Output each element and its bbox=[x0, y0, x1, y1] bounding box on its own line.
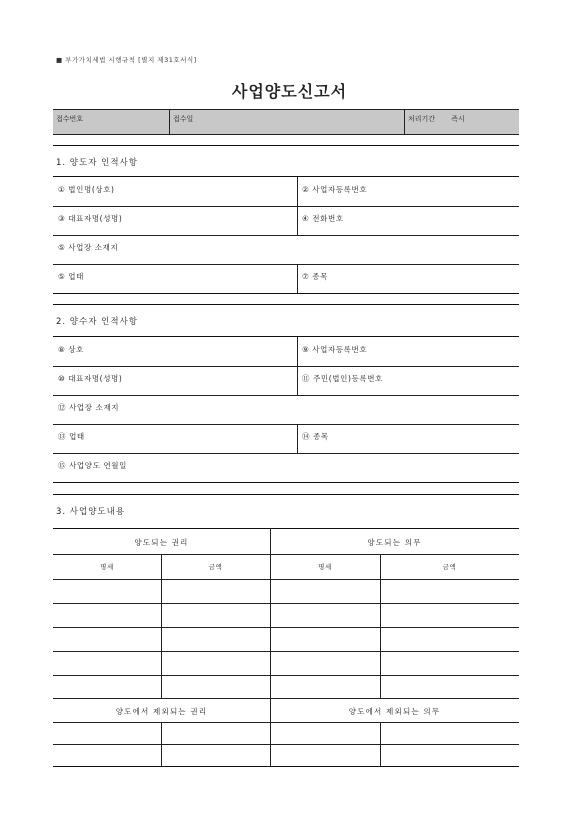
column-divider bbox=[297, 424, 298, 453]
field-business-type[interactable]: ⑤ 업태 bbox=[58, 272, 84, 281]
column-divider bbox=[297, 264, 298, 293]
row-divider bbox=[53, 579, 519, 580]
receipt-number-label: 접수번호 bbox=[56, 115, 84, 123]
column-divider bbox=[297, 337, 298, 366]
divider bbox=[53, 482, 519, 483]
table-row bbox=[53, 675, 519, 676]
processing-period-label: 처리기간 bbox=[408, 115, 436, 123]
header-rights-amount: 금액 bbox=[208, 563, 223, 571]
header-obligations-amount: 금액 bbox=[442, 563, 457, 571]
field-business-registration-number[interactable]: ② 사업자등록번호 bbox=[302, 185, 368, 194]
field-transferee-business-item[interactable]: ⑭ 종목 bbox=[302, 432, 329, 441]
divider bbox=[53, 304, 519, 305]
header-obligations-detail: 명세 bbox=[318, 563, 332, 571]
header-transferred-obligations: 양도되는 의무 bbox=[367, 538, 422, 547]
divider bbox=[53, 494, 519, 495]
field-business-item[interactable]: ⑦ 종목 bbox=[302, 272, 328, 281]
field-transferee-representative-name[interactable]: ⑩ 대표자명(성명) bbox=[58, 374, 123, 383]
field-representative-name[interactable]: ③ 대표자명(성명) bbox=[58, 214, 123, 223]
row-divider bbox=[53, 264, 519, 265]
section-heading-transferor: 1. 양도자 인적사항 bbox=[56, 158, 138, 168]
processing-period-value: 즉시 bbox=[451, 115, 465, 123]
row-divider bbox=[53, 722, 519, 723]
receipt-info-row bbox=[53, 109, 519, 135]
field-phone-number[interactable]: ④ 전화번호 bbox=[302, 214, 344, 223]
header-excluded-rights: 양도에서 제외되는 권리 bbox=[115, 707, 208, 716]
row-divider bbox=[53, 235, 519, 236]
divider bbox=[53, 176, 519, 177]
field-corporate-name[interactable]: ① 법인명(상호) bbox=[58, 185, 115, 194]
processing-period-cell bbox=[404, 110, 519, 134]
field-transferee-business-registration-number[interactable]: ⑨ 사업자등록번호 bbox=[302, 345, 368, 354]
page-title: 사업양도신고서 bbox=[231, 82, 348, 101]
field-business-address[interactable]: ⑤ 사업장 소재지 bbox=[58, 243, 119, 252]
form-reference-note: ■ 부가가치세법 시행규칙 [별지 제31호서식] bbox=[56, 56, 197, 64]
table-bottom-border bbox=[53, 766, 519, 767]
row-divider bbox=[53, 453, 519, 454]
row-divider bbox=[53, 206, 519, 207]
row-divider bbox=[53, 424, 519, 425]
header-excluded-obligations: 양도에서 제외되는 의무 bbox=[348, 707, 441, 716]
table-row bbox=[53, 744, 519, 745]
divider bbox=[53, 528, 519, 529]
column-divider bbox=[161, 554, 162, 698]
field-trade-name[interactable]: ⑧ 상호 bbox=[58, 345, 84, 354]
field-transfer-date[interactable]: ⑮ 사업양도 연월일 bbox=[58, 461, 127, 470]
divider bbox=[53, 336, 519, 337]
column-divider bbox=[297, 177, 298, 206]
header-rights-detail: 명세 bbox=[100, 563, 114, 571]
divider bbox=[53, 293, 519, 294]
divider bbox=[53, 145, 519, 146]
table-row bbox=[53, 698, 519, 699]
field-transferee-business-address[interactable]: ⑫ 사업장 소재지 bbox=[58, 403, 120, 412]
column-divider bbox=[297, 206, 298, 235]
column-divider bbox=[297, 366, 298, 395]
row-divider bbox=[53, 366, 519, 367]
section-heading-transferee: 2. 양수자 인적사항 bbox=[56, 317, 138, 327]
row-divider bbox=[53, 554, 519, 555]
row-divider bbox=[53, 395, 519, 396]
field-transferee-business-type[interactable]: ⑬ 업태 bbox=[58, 432, 85, 441]
section-heading-transfer-contents: 3. 사업양도내용 bbox=[56, 507, 126, 517]
receipt-date-label: 접수일 bbox=[169, 110, 404, 134]
column-divider bbox=[380, 554, 381, 698]
field-resident-registration-number[interactable]: ⑪ 주민(법인)등록번호 bbox=[302, 374, 383, 383]
table-row bbox=[53, 603, 519, 604]
table-row bbox=[53, 651, 519, 652]
table-row bbox=[53, 627, 519, 628]
header-transferred-rights: 양도되는 권리 bbox=[134, 538, 189, 547]
